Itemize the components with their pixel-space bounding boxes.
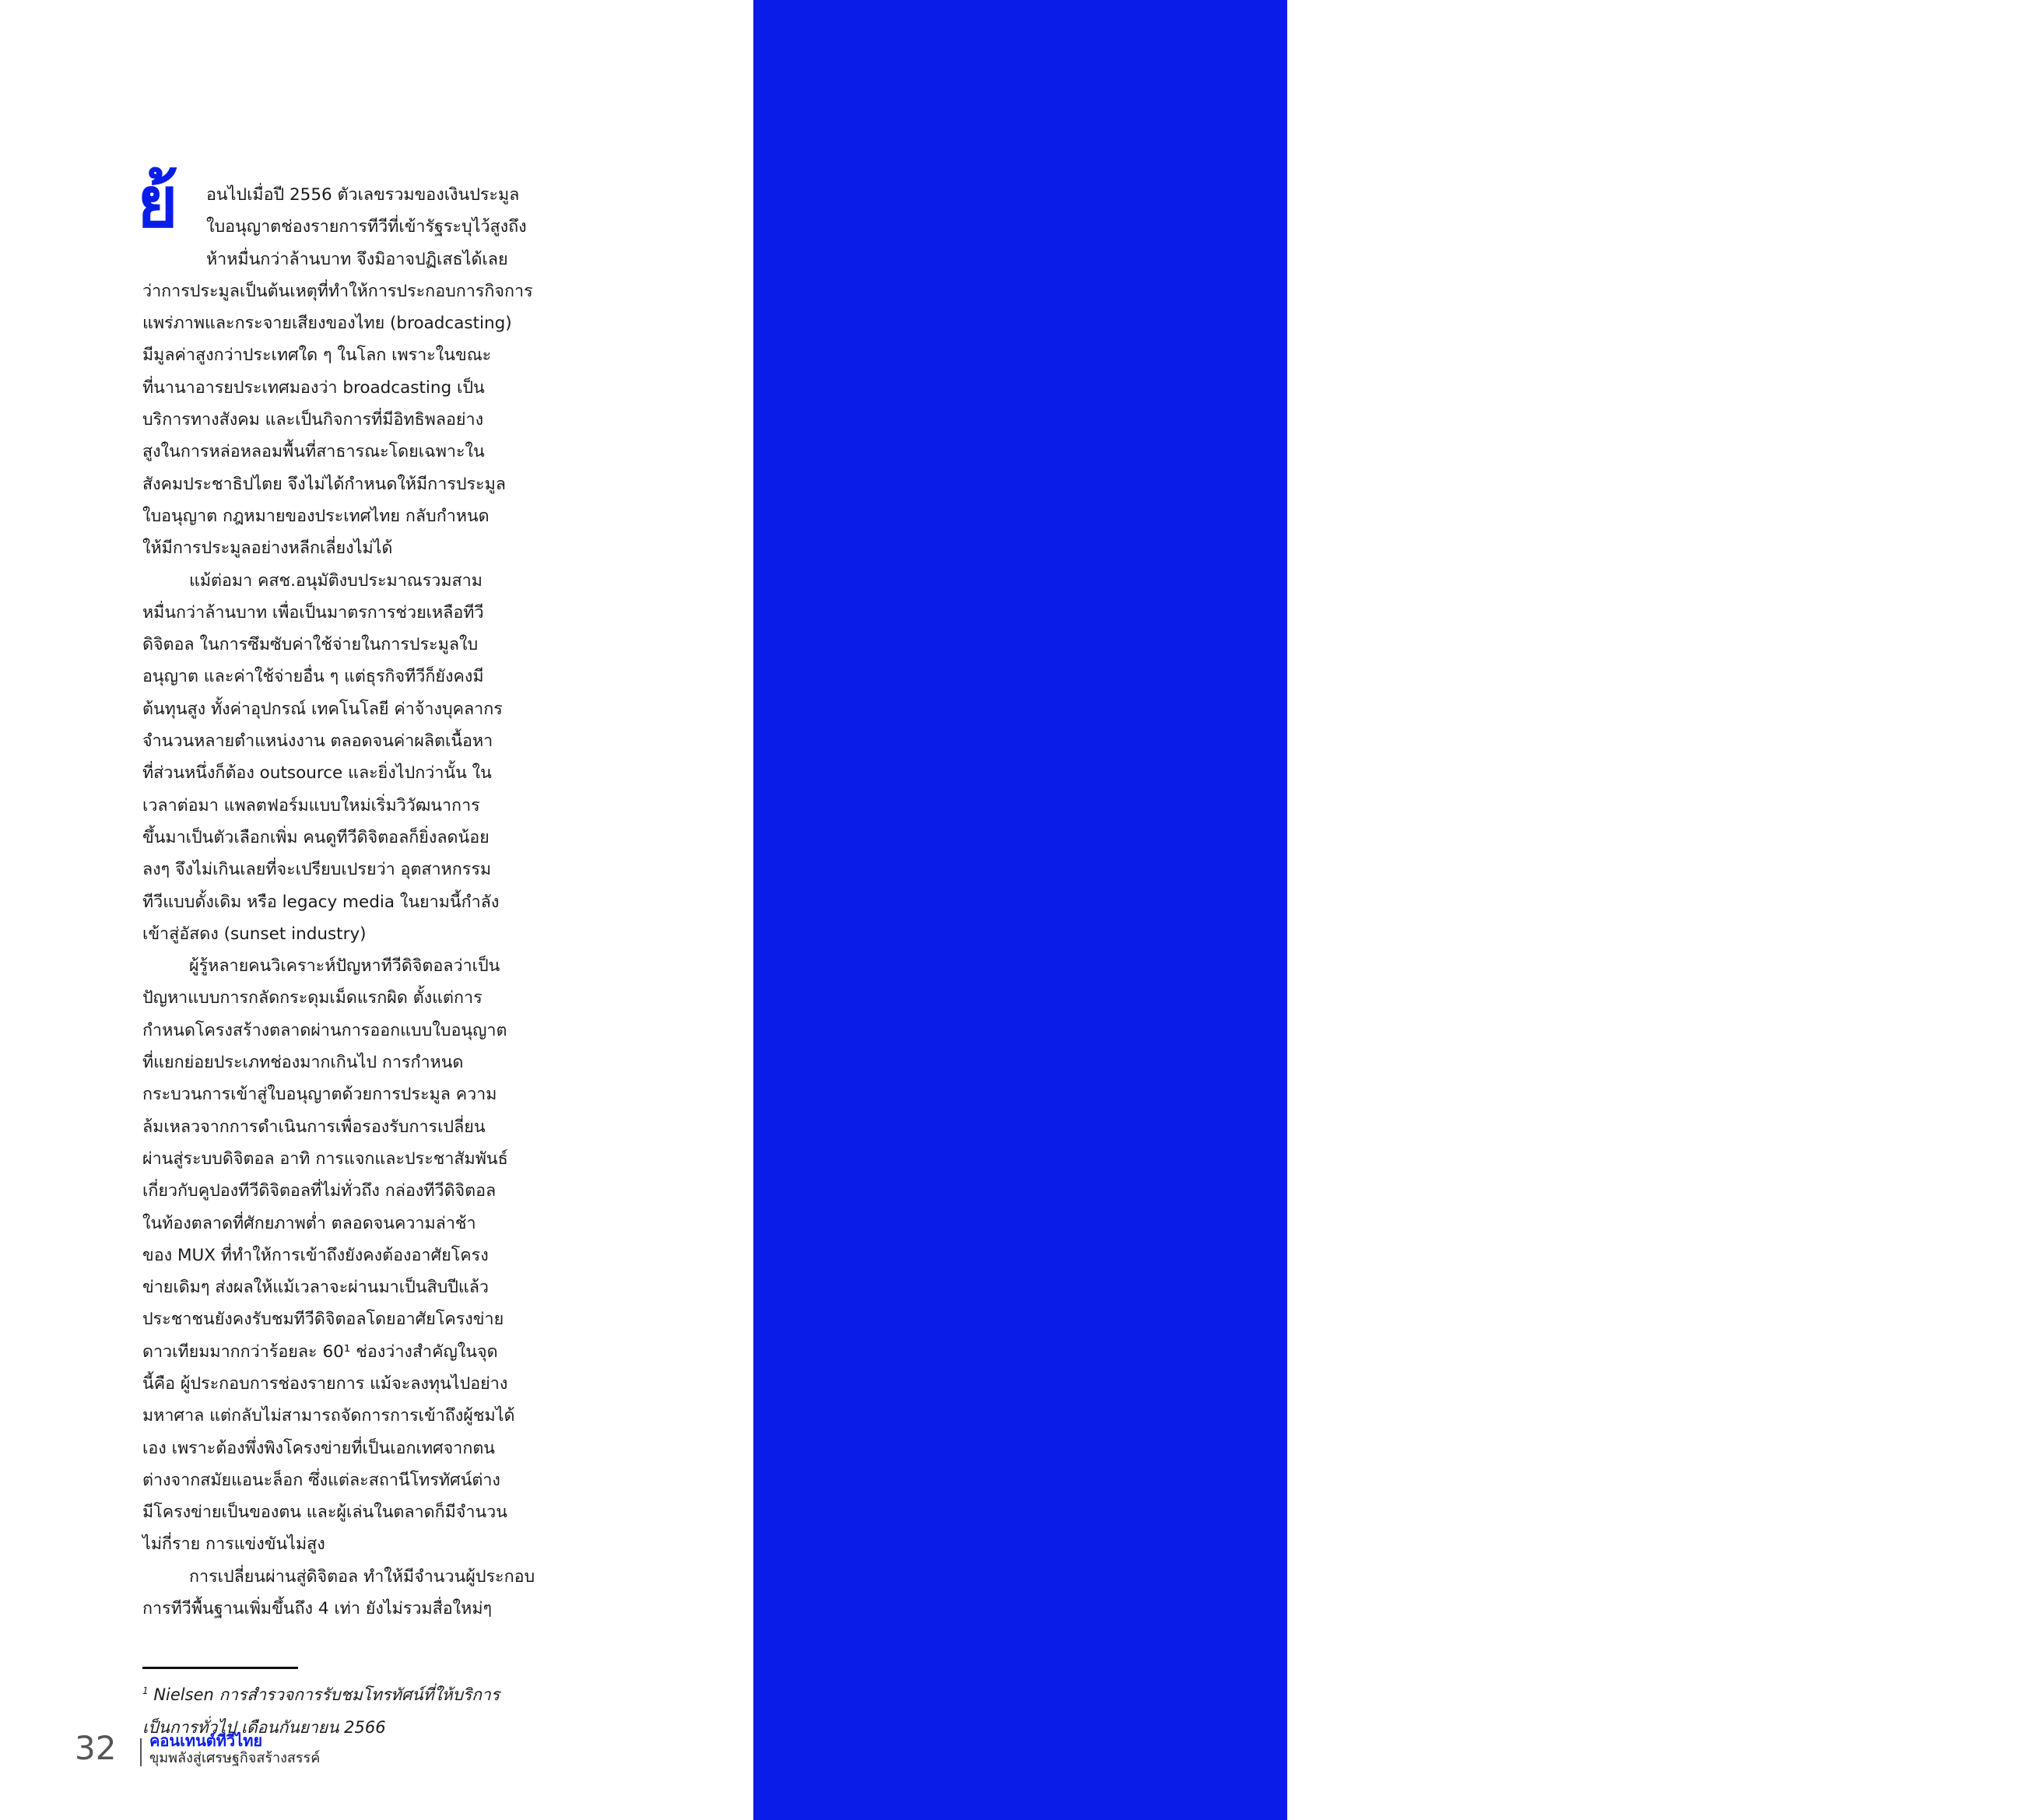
pullquote-line: เข้าสู่ใบอนุญาต (1542, 1074, 1802, 1120)
body-line: ที่แยกย่อยประเภทช่องมากเกินไป การกำหนด (142, 1053, 464, 1073)
body-line: ห้าหมื่นกว่าล้านบาท จึงมิอาจปฏิเสธได้เลย (206, 249, 508, 269)
body-line: ต้นทุนสูง ทั้งค่าอุปกรณ์ เทคโนโลยี ค่าจ้างบุคลากร (142, 699, 503, 719)
body-line: ใบอนุญาต กฎหมายของประเทศไทย กลับกำหนด (142, 506, 490, 526)
pullquote-line: การเปลี่ยนผ่าน (1542, 1376, 1792, 1422)
body-line: ดาวเทียมมากกว่าร้อยละ 60¹ ช่องว่างสำคัญในจุด (142, 1341, 498, 1362)
body-line: ของ MUX ที่ทำให้การเข้าถึงยังคงต้องอาศัยโครง (142, 1245, 489, 1265)
pullquote-line: สู่ระบบดิจิตอล (1542, 1436, 1778, 1482)
body-line: เข้าสู่อัสดง (sunset industry) (142, 924, 367, 944)
pullquote-line: ใบอนุญาต (1542, 712, 1717, 758)
body-line: ต่างจากสมัยแอนะล็อก ซึ่งแต่ละสถานีโทรทัศน์ต่าง (142, 1470, 500, 1490)
body-line: ไม่กี่ราย การแข่งขันไม่สูง (142, 1534, 325, 1555)
body-line: ทีวีแบบดั้งเดิม หรือ legacy media ในยามนี้กำลัง (142, 892, 500, 912)
footnote-marker: 1 (142, 1685, 149, 1696)
pullquote-line: ด้วยการประมูล (1542, 1134, 1795, 1180)
body-line: เกี่ยวกับคูปองทีวีดิจิตอลที่ไม่ทั่วถึง กล่องทีวีดิจิตอล (142, 1181, 497, 1201)
body-line: การทีวีพื้นฐานเพิ่มขึ้นถึง 4 เท่า ยังไม่รวมสื่อใหม่ๆ (142, 1599, 493, 1619)
body-line: ล้มเหลวจากการดำเนินการเพื่อรองรับการเปลี่ยน (142, 1117, 486, 1137)
body-line: สูงในการหล่อหลอมพื้นที่สาธารณะโดยเฉพาะใน (142, 442, 485, 462)
body-line: ผู้รู้หลายคนวิเคราะห์ปัญหาทีวีดิจิตอลว่าเป็น (189, 956, 500, 977)
pullquote-line: มากเกินไป (1542, 893, 1721, 939)
pullquote (1542, 162, 2025, 1490)
pullquote-line: เป็นปัญหาแบบ (1542, 349, 1788, 395)
body-line: ลงๆ จึงไม่เกินเลยที่จะเปรียบเปรยว่า อุตสาหกรรม (142, 860, 492, 880)
pullquote-line: ประเภทช่อง (1542, 833, 1742, 878)
body-line: หมื่นกว่าล้านบาท เพื่อเป็นมาตรการช่วยเหลือทีวี (142, 602, 484, 622)
publication-footer (149, 1732, 320, 1768)
footer-divider (140, 1738, 142, 1766)
body-line: มหาศาล แต่กลับไม่สามารถจัดการการเข้าถึงผู้ชมได้ (142, 1406, 515, 1426)
body-line: กระบวนการเข้าสู่ใบอนุญาตด้วยการประมูล ความ (142, 1085, 497, 1105)
body-line: ที่ส่วนหนึ่งก็ต้อง outsource และยิ่งไปกว่านั้น ใน (142, 763, 492, 784)
body-line: ใบอนุญาตช่องรายการทีวีที่เข้ารัฐระบุไว้สูงถึง (206, 217, 527, 237)
pullquote-line: ทีวีดิจิตอลว่า (1542, 289, 1755, 335)
pullquote-line: การกลัดกระดุม (1542, 410, 1799, 456)
pullquote-line: การดำเนินการ (1542, 1255, 1789, 1301)
body-line: ปัญหาแบบการกลัดกระดุมเม็ดแรกผิด ตั้งแต่การ (142, 988, 483, 1008)
body-line: สังคมประชาธิปไตย จึงไม่ได้กำหนดให้มีการประมูล (142, 474, 506, 494)
pullquote-line: วิเคราะห์ปัญหา (1542, 229, 1799, 275)
body-line: จำนวนหลายตำแหน่งงาน ตลอดจนค่าผลิตเนื้อหา (142, 731, 493, 752)
pullquote-line: ที่แยกย่อย (1542, 772, 1709, 818)
body-line: ประชาชนยังคงรับชมทีวีดิจิตอลโดยอาศัยโครงข่าย (142, 1310, 504, 1330)
page-number: 32 (75, 1729, 117, 1767)
body-line: ว่าการประมูลเป็นต้นเหตุที่ทำให้การประกอบการกิจการ (142, 281, 533, 301)
body-line: แม้ต่อมา คสช.อนุมัติงบประมาณรวมสาม (189, 570, 483, 591)
body-line: แพร่ภาพและกระจายเสียงของไทย (broadcasting) (142, 314, 512, 334)
pullquote-panel (753, 0, 1841, 1820)
pullquote-line: กระบวนการ (1542, 1014, 1748, 1060)
pullquote-line: ความล้มเหลวจาก (1542, 1195, 1841, 1241)
pullquote-line: การกำหนด (1542, 953, 1732, 999)
body-line: เวลาต่อมา แพลตฟอร์มแบบใหม่เริ่มวิวัฒนาการ (142, 795, 480, 815)
body-line: กำหนดโครงสร้างตลาดผ่านการออกแบบใบอนุญาต (142, 1020, 507, 1040)
body-line: การเปลี่ยนผ่านสู่ดิจิตอล ทำให้มีจำนวนผู้ประกอบ (189, 1566, 535, 1587)
body-line: เอง เพราะต้องพึ่งพิงโครงข่ายที่เป็นเอกเทศจากตน (142, 1438, 496, 1458)
body-line: ให้มีการประมูลอย่างหลีกเลี่ยงไม่ได้ (142, 538, 393, 559)
publication-title: คอนเทนต์ทีวีไทย (149, 1731, 263, 1750)
body-line: ที่นานาอารยประเทศมองว่า broadcasting เป็น (142, 377, 485, 398)
publication-subtitle: ขุมพลังสู่เศรษฐกิจสร้างสรรค์ (149, 1750, 321, 1766)
body-line: มีโครงข่ายเป็นของตน และผู้เล่นในตลาดก็มีจำนวน (142, 1503, 507, 1523)
body-line: อนไปเมื่อปี 2556 ตัวเลขรวมของเงินประมูล (206, 185, 520, 205)
body-line: ผ่านสู่ระบบดิจิตอล อาทิ การแจกและประชาสัมพันธ์ (142, 1148, 508, 1169)
body-line: นี้คือ ผู้ประกอบการช่องรายการ แม้จะลงทุนไปอย่าง (142, 1373, 508, 1394)
body-line: ข่ายเดิมๆ ส่งผลให้แม้เวลาจะผ่านมาเป็นสิบปีแล้ว (142, 1278, 489, 1298)
footnote-text-1: Nielsen การสำรวจการรับชมโทรทัศน์ที่ให้บริการ (153, 1685, 500, 1704)
pullquote-line: เพื่อรองรับ (1542, 1316, 1714, 1362)
drop-cap: ย้ (137, 162, 178, 244)
body-line: ในท้องตลาดที่ศักยภาพต่ำ ตลอดจนความล่าช้า (142, 1213, 476, 1233)
body-line: ดิจิตอล ในการซึมซับค่าใช้จ่ายในการประมูลใบ (142, 635, 479, 655)
article-body (142, 179, 541, 1625)
footnote-line-1 (142, 1674, 547, 1711)
footnote-line-2: เป็นการทั่วไป เดือนกันยายน 2566 (142, 1718, 386, 1737)
footnote-rule (142, 1667, 298, 1669)
body-line: บริการทางสังคม และเป็นกิจการที่มีอิทธิพลอย่าง (142, 410, 484, 430)
pullquote-line: ผ่านการออกแบบ (1542, 651, 1825, 697)
pullquote-line: โครงสร้างตลาด (1542, 591, 1812, 637)
article-column (0, 0, 753, 1820)
body-line: มีมูลค่าสูงกว่าประเทศใด ๆ ในโลก เพราะในขณะ (142, 345, 492, 366)
body-line: ขึ้นมาเป็นตัวเลือกเพิ่ม คนดูทีวีดิจิตอลก็ยิ่งลดน้อย (142, 827, 490, 847)
pullquote-line: ตั้งแต่การกำหนด (1542, 531, 1827, 577)
body-line: อนุญาต และค่าใช้จ่ายอื่น ๆ แต่ธุรกิจทีวีก็ยังคงมี (142, 667, 484, 687)
pullquote-line: เม็ดแรกผิด (1542, 470, 1725, 516)
pullquote-line: ผู้รู้หลายคน (1542, 169, 1733, 214)
